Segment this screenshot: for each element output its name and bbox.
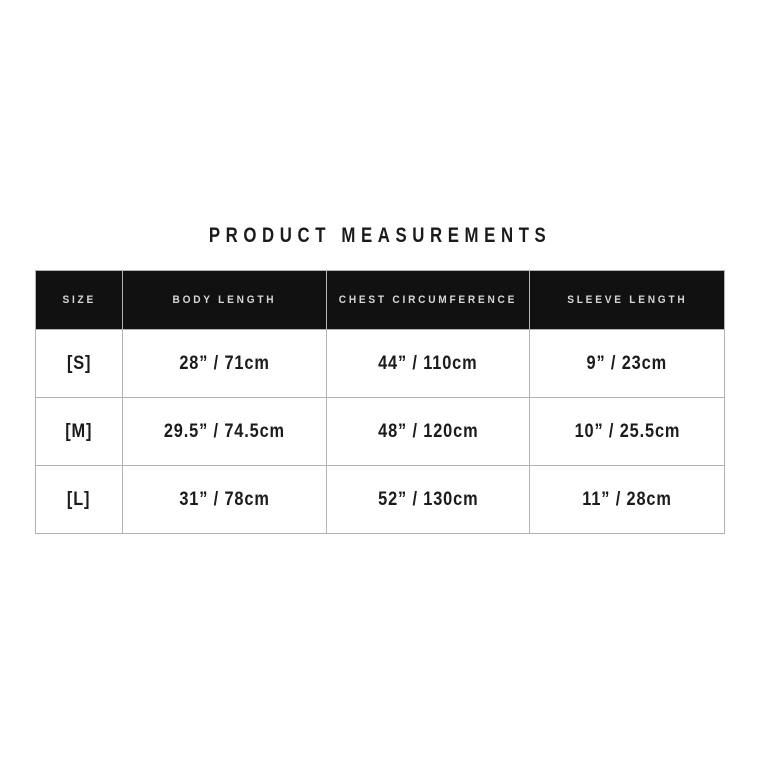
page-title xyxy=(0,224,760,248)
column-header-size xyxy=(36,271,123,330)
measurements-table xyxy=(35,270,725,534)
sleeve-length-value: 9” / 23cm xyxy=(586,352,668,374)
table-header-row xyxy=(36,271,725,330)
body-length-cell xyxy=(122,466,327,534)
table-row-size-s xyxy=(36,330,725,398)
sleeve-length-value: 10” / 25.5cm xyxy=(574,420,680,442)
table-row-size-m xyxy=(36,398,725,466)
sleeve-length-cell xyxy=(530,398,725,466)
column-header-chest-circumference xyxy=(327,271,530,330)
body-length-value: 29.5” / 74.5cm xyxy=(164,420,286,442)
column-header-body-length xyxy=(122,271,327,330)
chest-circumference-value: 44” / 110cm xyxy=(378,352,478,374)
chest-circumference-cell xyxy=(327,466,530,534)
chest-circumference-value: 48” / 120cm xyxy=(378,420,479,442)
size-value: [L] xyxy=(67,488,91,510)
column-header-body-length-label: BODY LENGTH xyxy=(172,294,277,306)
body-length-cell xyxy=(122,330,327,398)
body-length-value: 28” / 71cm xyxy=(179,352,270,374)
page-title-text: PRODUCT MEASUREMENTS xyxy=(208,224,552,247)
chest-circumference-cell xyxy=(327,330,530,398)
body-length-value: 31” / 78cm xyxy=(179,488,270,510)
body-length-cell xyxy=(122,398,327,466)
sleeve-length-cell xyxy=(530,466,725,534)
column-header-sleeve-length-label: SLEEVE LENGTH xyxy=(566,294,688,306)
chest-circumference-cell xyxy=(327,398,530,466)
sleeve-length-cell xyxy=(530,330,725,398)
column-header-size-label: SIZE xyxy=(62,294,96,306)
size-cell xyxy=(36,398,123,466)
chest-circumference-value: 52” / 130cm xyxy=(378,488,479,510)
table-row-size-l xyxy=(36,466,725,534)
size-cell xyxy=(36,466,123,534)
sleeve-length-value: 11” / 28cm xyxy=(582,488,672,510)
size-cell xyxy=(36,330,123,398)
size-value: [M] xyxy=(65,420,93,442)
size-value: [S] xyxy=(66,352,92,374)
column-header-sleeve-length xyxy=(530,271,725,330)
column-header-chest-circumference-label: CHEST CIRCUMFERENCE xyxy=(339,294,518,306)
